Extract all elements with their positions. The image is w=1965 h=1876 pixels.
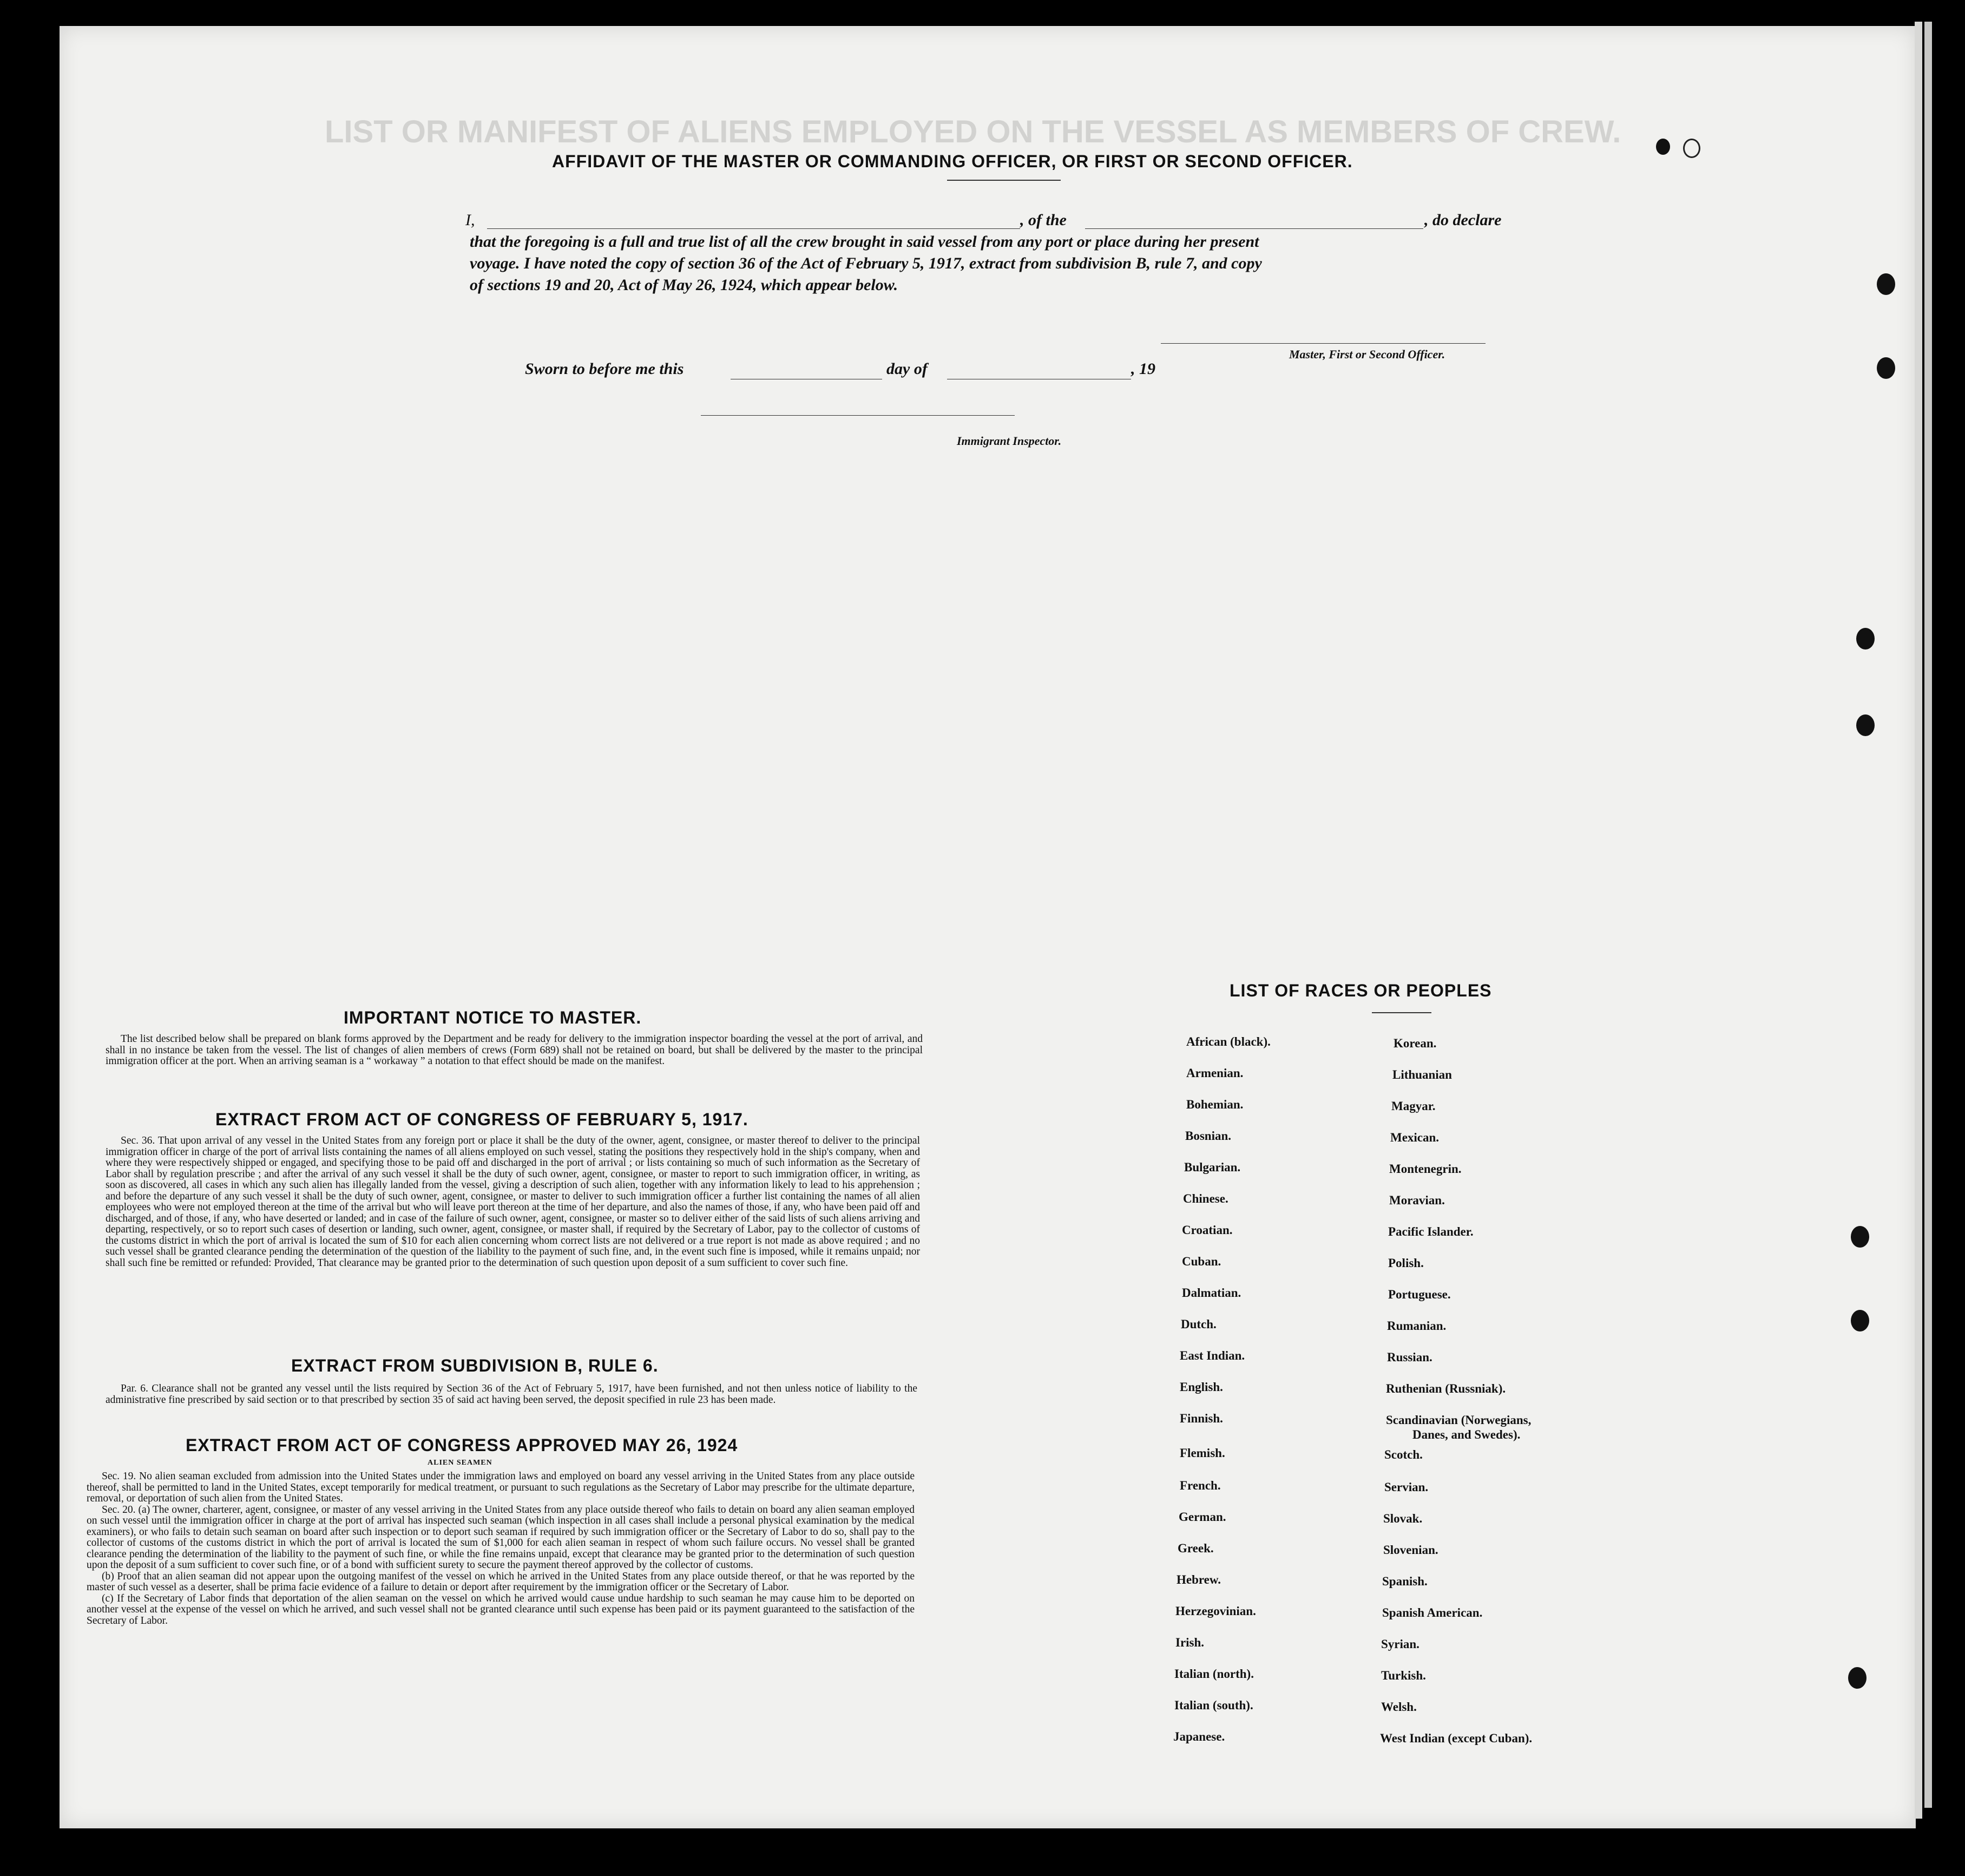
sworn-prefix: Sworn to before me this — [525, 360, 684, 378]
race-item: Rumanian. — [1387, 1319, 1447, 1333]
binder-hole-icon — [1848, 1667, 1867, 1689]
race-item: German. — [1179, 1510, 1226, 1524]
race-item: Herzegovinian. — [1175, 1604, 1256, 1618]
race-item: Croatian. — [1182, 1223, 1233, 1237]
race-item: Slovak. — [1383, 1512, 1423, 1525]
race-item: Scotch. — [1384, 1448, 1423, 1461]
binder-hole-icon — [1856, 628, 1875, 650]
extract-1924-subtitle: ALIEN SEAMEN — [428, 1459, 492, 1467]
race-item: Cuban. — [1182, 1255, 1221, 1268]
race-item: West Indian (except Cuban). — [1380, 1731, 1533, 1745]
race-item: English. — [1180, 1380, 1223, 1394]
affidavit-line1-mid: , of the — [1020, 211, 1067, 229]
race-item: Syrian. — [1381, 1637, 1419, 1651]
affidavit-line4: of sections 19 and 20, Act of May 26, 1924, which appear below. — [470, 276, 898, 294]
rule6-title: EXTRACT FROM SUBDIVISION B, RULE 6. — [291, 1356, 659, 1375]
race-item: Scandinavian (Norwegians, — [1386, 1413, 1532, 1427]
vessel-blank[interactable] — [1085, 228, 1423, 229]
race-item: Mexican. — [1390, 1131, 1440, 1144]
rule6-text: Par. 6. Clearance shall not be granted any vessel until the lists required by Section 36 of the Act of February 5, 1917, have been furnished, and not then unless notice of liability to the administrative fine prescribed by said section or to that prescribed by section 35 of said act having been served, the deposit specified in rule 23 has been made. — [106, 1383, 917, 1406]
inspector-signature-line[interactable] — [701, 415, 1015, 416]
races-title-underline — [1372, 1012, 1431, 1013]
sec20a-text: Sec. 20. (a) The owner, charterer, agent, consignee, or master of any vessel arriving in the United States from any place outside thereof who fails to detain on board any alien seaman employed on such vessel until the immigration officer in charge at the port of arrival has inspected such seaman (which inspection in all cases shall include a personal physical examination by the medical examiners), or who fails to detain such seaman on board after such inspection or to deport such seaman if required by such immigration officer or the Secretary of Labor to do so, shall pay to the collector of customs of the customs district in which the port of arrival is located the sum of $1,000 for each alien seaman in respect of whom such failure occurs. No vessel shall be granted clearance pending the determination of the liability to the payment of such fine, or while the fine remains unpaid, except that clearance may be granted prior to the determination of such question upon the deposit of a sum sufficient to cover such fine, or of a bond with sufficient surety to secure the payment thereof approved by the collector of customs. — [87, 1504, 915, 1571]
race-item: Spanish. — [1382, 1575, 1428, 1588]
race-item: Russian. — [1387, 1350, 1432, 1364]
sec19-text: Sec. 19. No alien seaman excluded from admission into the United States under the immigration laws and employed on board any vessel arriving in the United States from any place outside thereof, shall be permitted to land in the United States, except temporarily for medical treatment, or pursuant to such regulations as the Secretary of Labor may prescribe for the ultimate departure, removal, or deportation of such alien from the United States. — [87, 1471, 915, 1504]
inspector-label: Immigrant Inspector. — [957, 434, 1062, 448]
race-item: Danes, and Swedes). — [1412, 1428, 1521, 1441]
race-item: Bohemian. — [1186, 1098, 1244, 1111]
races-title: LIST OF RACES OR PEOPLES — [1230, 981, 1492, 1000]
race-item: East Indian. — [1180, 1349, 1245, 1362]
race-item: Korean. — [1394, 1037, 1437, 1050]
race-item: Bosnian. — [1185, 1129, 1232, 1143]
bleed-through-heading: LIST OR MANIFEST OF ALIENS EMPLOYED ON THE VESSEL AS MEMBERS OF CREW. — [325, 114, 1621, 149]
race-item: Finnish. — [1180, 1412, 1223, 1425]
race-item: Slovenian. — [1383, 1543, 1438, 1557]
race-item: Italian (north). — [1174, 1667, 1254, 1681]
race-item: Portuguese. — [1388, 1288, 1451, 1301]
race-item: Italian (south). — [1174, 1698, 1253, 1712]
race-item: Moravian. — [1389, 1193, 1445, 1207]
binder-hole-icon — [1851, 1310, 1869, 1331]
binder-hole-icon — [1856, 714, 1875, 736]
race-item: Lithuanian — [1392, 1068, 1452, 1081]
extract-1917-text: Sec. 36. That upon arrival of any vessel in the United States from any foreign port or place it shall be the duty of the owner, agent, consignee, or master thereof to deliver to the principal immigration officer in charge of the port of arrival lists containing the names of all aliens employed on such vessel, stating the positions they respectively hold in the ship's company, when and where they were respectively shipped or engaged, and specifying those to be paid off and discharged in the port of arrival ; or lists containing so much of such information as the Secretary of Labor shall by regulation prescribe ; and after the arrival of any such vessel it shall be the duty of such owner, agent, consignee, or master to report to such immigration officer, in writing, as soon as discovered, all cases in which any such alien has illegally landed from the vessel, giving a description of such alien, together with any information likely to lead to his apprehension ; and before the departure of any such vessel it shall be the duty of such owner, agent, consignee, or master to deliver to such immigration officer a further list containing the names of all alien employees who were not employed thereon at the time of the arrival but who will leave port thereon at the time of her departure, and also the names of those, if any, who have been paid off and discharged, and of those, if any, who have deserted or landed; and in case of the failure of such owner, agent, consignee, or master so to deliver either of the said lists of such aliens arriving and departing, respectively, or so to report such cases of desertion or landing, such owner, agent, consignee, or master shall, if required by the Secretary of Labor, pay to the collector of customs of the customs district in which the port of arrival is located the sum of $10 for each alien concerning whom correct lists are not delivered or a true report is not made as above required ; and no such vessel shall be granted clearance pending the determination of the question of the liability to the payment of such fine, and, in the event such fine is imposed, while it remains unpaid; nor shall such fine be remitted or refunded: Provided, That clearance may be granted prior to the determination of such question upon deposit of a sum sufficient to cover such fine. — [106, 1135, 920, 1269]
race-item: Armenian. — [1186, 1066, 1244, 1080]
race-item: Chinese. — [1183, 1192, 1228, 1205]
race-item: Servian. — [1384, 1480, 1429, 1494]
affidavit-line3: voyage. I have noted the copy of section 36 of the Act of February 5, 1917, extract from subdivision B, rule 7, and copy — [470, 254, 1262, 272]
extract-1924-text — [87, 1471, 915, 1626]
master-signature-line[interactable] — [1161, 343, 1486, 344]
race-item: Dalmatian. — [1182, 1286, 1241, 1300]
affidavit-line1-end: , do declare — [1424, 211, 1502, 229]
affidavit-line2: that the foregoing is a full and true list of all the crew brought in said vessel from any port or place during her present — [470, 233, 1259, 251]
notice-title: IMPORTANT NOTICE TO MASTER. — [344, 1008, 642, 1027]
master-label: Master, First or Second Officer. — [1289, 347, 1445, 361]
race-item: Japanese. — [1173, 1730, 1225, 1743]
binder-hole-icon — [1877, 273, 1895, 295]
race-item: Irish. — [1175, 1636, 1205, 1649]
race-item: Dutch. — [1181, 1317, 1217, 1331]
punch-mark-icon — [1683, 139, 1700, 158]
page-edge — [1924, 22, 1932, 1808]
page-edge — [1915, 22, 1922, 1819]
race-item: Flemish. — [1180, 1446, 1225, 1460]
extract-1924-title: EXTRACT FROM ACT OF CONGRESS APPROVED MAY 26, 1924 — [186, 1435, 738, 1455]
affidavit-line1-prefix: I, — [465, 211, 475, 229]
notice-text: The list described below shall be prepared on blank forms approved by the Department and be ready for delivery to the immigration inspector boarding the vessel at the port of arrival, and shall in no instance be taken from the vessel. The list of changes of alien members of crews (Form 689) shall not be retained on board, but shall be delivered by the master to the principal immigration officer at the port. When an arriving seaman is a “ workaway ” a notation to that effect should be made on the manifest. — [106, 1033, 923, 1067]
race-item: Turkish. — [1381, 1669, 1426, 1682]
race-item: Hebrew. — [1177, 1573, 1221, 1586]
race-item: Greek. — [1178, 1542, 1214, 1555]
sworn-year: , 19 — [1131, 360, 1155, 378]
race-item: Spanish American. — [1382, 1606, 1483, 1619]
sworn-day-label: day of — [886, 360, 928, 378]
race-item: Montenegrin. — [1389, 1162, 1462, 1176]
race-item: Welsh. — [1381, 1700, 1417, 1714]
sec20c-text: (c) If the Secretary of Labor finds that deportation of the alien seaman on the vessel on which he arrived would cause undue hardship to such seaman he may cause him to be deported on another vessel at the expense of the vessel on which he arrived, and such vessel shall not be granted clearance until such expense has been paid or its payment guaranteed to the satisfaction of the Secretary of Labor. — [87, 1592, 915, 1626]
race-item: African (black). — [1186, 1035, 1271, 1048]
name-blank[interactable] — [487, 228, 1020, 229]
race-item: Polish. — [1388, 1256, 1424, 1270]
binder-hole-icon — [1877, 357, 1895, 379]
race-item: French. — [1180, 1479, 1221, 1492]
title-underline — [947, 180, 1061, 181]
race-item: Pacific Islander. — [1388, 1225, 1474, 1238]
punch-mark-icon — [1656, 139, 1670, 155]
race-item: Magyar. — [1391, 1099, 1436, 1113]
binder-hole-icon — [1851, 1226, 1869, 1248]
race-item: Ruthenian (Russniak). — [1386, 1382, 1506, 1395]
race-item: Bulgarian. — [1184, 1160, 1241, 1174]
extract-1917-title: EXTRACT FROM ACT OF CONGRESS OF FEBRUARY 5, 1917. — [215, 1110, 748, 1129]
affidavit-title: AFFIDAVIT OF THE MASTER OR COMMANDING OFFICER, OR FIRST OR SECOND OFFICER. — [552, 152, 1353, 171]
sec20b-text: (b) Proof that an alien seaman did not appear upon the outgoing manifest of the vessel on which he arrived in the United States from any place outside thereof, or that he was reported by the master of such vessel as a deserter, shall be prima facie evidence of a failure to detain or deport after requirement by the immigration officer or the Secretary of Labor. — [87, 1570, 915, 1593]
